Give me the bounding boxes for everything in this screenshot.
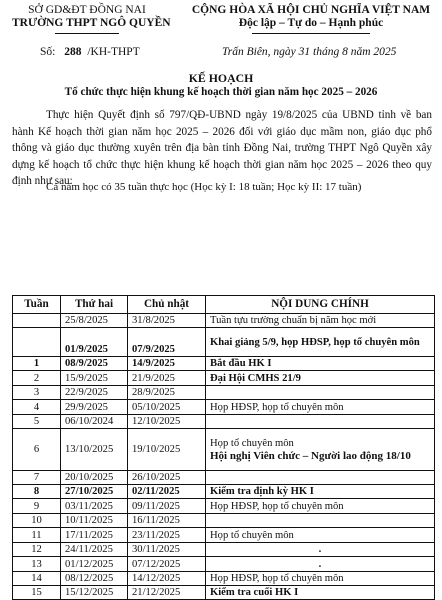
week-cell: 7 <box>13 471 61 485</box>
content-cell <box>206 586 435 600</box>
content-line: Họp HĐSP, họp tổ chuyên môn <box>210 401 344 413</box>
content-cell <box>206 400 435 415</box>
table-row <box>13 543 435 557</box>
monday-date-cell: 08/12/2025 <box>61 572 128 586</box>
document-number-code: /KH-THPT <box>87 46 140 58</box>
content-line: Họp HĐSP, họp tổ chuyên môn <box>210 573 344 584</box>
monday-date-cell: 06/10/2024 <box>61 415 128 429</box>
document-number-value: 288 <box>64 46 82 58</box>
content-cell <box>206 572 435 586</box>
monday-date-cell: 27/10/2025 <box>61 485 128 499</box>
content-line: Hội nghị Viên chức – Người lao động 18/10 <box>210 449 411 462</box>
week-cell: 5 <box>13 415 61 429</box>
content-cell <box>206 514 435 528</box>
content-cell <box>206 357 435 371</box>
header-week: Tuần <box>13 296 61 314</box>
table-row <box>13 371 435 386</box>
sunday-date-cell: 23/11/2025 <box>128 528 206 543</box>
sunday-date-cell: 26/10/2025 <box>128 471 206 485</box>
content-line: . <box>318 544 322 555</box>
sunday-date-cell: 21/9/2025 <box>128 371 206 386</box>
table-row <box>13 328 435 357</box>
content-cell <box>206 485 435 499</box>
sunday-date-cell: 12/10/2025 <box>128 415 206 429</box>
monday-date-cell: 15/9/2025 <box>61 371 128 386</box>
week-cell: 1 <box>13 357 61 371</box>
sunday-date-cell: 14/12/2025 <box>128 572 206 586</box>
sunday-date-cell: 07/12/2025 <box>128 557 206 572</box>
content-line: Kiểm tra cuối HK I <box>210 587 299 598</box>
school-name-underline <box>55 33 119 34</box>
content-cell <box>206 415 435 429</box>
content-cell <box>206 499 435 514</box>
table-row <box>13 572 435 586</box>
week-cell: 6 <box>13 429 61 471</box>
monday-date-cell: 25/8/2025 <box>61 314 128 328</box>
semester-summary: Cả năm học có 35 tuần thực học (Học kỳ I: 18 tuần; Học kỳ II: 17 tuần) <box>46 181 362 193</box>
schedule-table <box>12 295 435 600</box>
table-row <box>13 586 435 600</box>
week-cell: 11 <box>13 528 61 543</box>
content-cell <box>206 471 435 485</box>
table-row <box>13 314 435 328</box>
content-line: Họp tổ chuyên môn <box>210 437 294 449</box>
content-cell <box>206 557 435 572</box>
monday-date-cell: 13/10/2025 <box>61 429 128 471</box>
content-line: Đại Hội CMHS 21/9 <box>210 372 301 384</box>
table-row <box>13 415 435 429</box>
header-sunday: Chủ nhật <box>128 296 206 314</box>
table-row <box>13 357 435 371</box>
document-number <box>40 46 140 58</box>
header-content: NỘI DUNG CHÍNH <box>206 296 435 314</box>
school-name: TRƯỜNG THPT NGÔ QUYỀN <box>12 17 171 29</box>
content-line: Họp tổ chuyên môn <box>210 529 294 541</box>
content-cell <box>206 371 435 386</box>
sunday-date-cell: 19/10/2025 <box>128 429 206 471</box>
header-monday: Thứ hai <box>61 296 128 314</box>
sunday-date-cell: 28/9/2025 <box>128 386 206 400</box>
sunday-date-cell: 16/11/2025 <box>128 514 206 528</box>
document-date: Trấn Biên, ngày 31 tháng 8 năm 2025 <box>222 46 397 58</box>
monday-date-cell: 22/9/2025 <box>61 386 128 400</box>
monday-date-cell: 17/11/2025 <box>61 528 128 543</box>
schedule-table-body <box>13 314 435 600</box>
sunday-date-cell: 05/10/2025 <box>128 400 206 415</box>
content-line: Kiểm tra định kỳ HK I <box>210 486 314 497</box>
document-subtitle: Tổ chức thực hiện khung kế hoạch thời gian năm học 2025 – 2026 <box>64 86 378 98</box>
content-line: Khai giảng 5/9, họp HĐSP, họp tổ chuyên môn <box>210 336 420 348</box>
content-cell <box>206 386 435 400</box>
monday-date-cell: 10/11/2025 <box>61 514 128 528</box>
week-cell: 12 <box>13 543 61 557</box>
week-cell: 8 <box>13 485 61 499</box>
monday-date-cell: 20/10/2025 <box>61 471 128 485</box>
sunday-date-cell: 14/9/2025 <box>128 357 206 371</box>
motto-underline <box>252 33 370 34</box>
national-motto: Độc lập – Tự do – Hạnh phúc <box>238 17 384 29</box>
monday-date-cell: 15/12/2025 <box>61 586 128 600</box>
week-cell <box>13 314 61 328</box>
sunday-date-cell: 31/8/2025 <box>128 314 206 328</box>
table-header-row <box>13 296 435 314</box>
document-number-label: Số: <box>40 46 56 58</box>
department-name: SỞ GD&ĐT ĐỒNG NAI <box>28 4 146 16</box>
monday-date-cell: 01/9/2025 <box>61 328 128 357</box>
sunday-date-cell: 30/11/2025 <box>128 543 206 557</box>
week-cell: 3 <box>13 386 61 400</box>
table-row <box>13 485 435 499</box>
monday-date-cell: 01/12/2025 <box>61 557 128 572</box>
monday-date-cell: 08/9/2025 <box>61 357 128 371</box>
sunday-date-cell: 02/11/2025 <box>128 485 206 499</box>
sunday-date-cell: 09/11/2025 <box>128 499 206 514</box>
week-cell: 10 <box>13 514 61 528</box>
week-cell <box>13 328 61 357</box>
monday-date-cell: 29/9/2025 <box>61 400 128 415</box>
content-line: Bắt đầu HK I <box>210 358 272 369</box>
table-row <box>13 386 435 400</box>
week-cell: 9 <box>13 499 61 514</box>
sunday-date-cell: 21/12/2025 <box>128 586 206 600</box>
week-cell: 15 <box>13 586 61 600</box>
content-cell <box>206 543 435 557</box>
week-cell: 14 <box>13 572 61 586</box>
content-line: Họp HĐSP, họp tổ chuyên môn <box>210 500 344 512</box>
intro-paragraph: Thực hiện Quyết định số 797/QĐ-UBND ngày 19/8/2025 của UBND tỉnh về ban hành Kế hoạch thời gian năm học 2025 – 2026 đối với giáo dục mầm non, giáo dục phổ thông và giáo dục thường xuyên trên địa bàn tỉnh Đồng Nai, trường THPT Ngô Quyền xây dựng kế hoạch tổ chức thực hiện khung kế hoạch thời gian năm học 2025 – 2026 theo quy định như sau: <box>12 109 432 188</box>
content-cell <box>206 528 435 543</box>
monday-date-cell: 24/11/2025 <box>61 543 128 557</box>
content-cell <box>206 314 435 328</box>
monday-date-cell: 03/11/2025 <box>61 499 128 514</box>
content-cell <box>206 328 435 357</box>
table-row <box>13 429 435 471</box>
table-row <box>13 400 435 415</box>
table-row <box>13 471 435 485</box>
week-cell: 4 <box>13 400 61 415</box>
table-row <box>13 557 435 572</box>
week-cell: 2 <box>13 371 61 386</box>
document-title: KẾ HOẠCH <box>188 71 254 85</box>
sunday-date-cell: 07/9/2025 <box>128 328 206 357</box>
country-name: CỘNG HÒA XÃ HỘI CHỦ NGHĨA VIỆT NAM <box>191 4 431 16</box>
content-line: . <box>318 558 322 570</box>
table-row <box>13 514 435 528</box>
content-cell <box>206 429 435 471</box>
content-line: Tuần tựu trường chuẩn bị năm học mới <box>210 315 377 326</box>
table-row <box>13 499 435 514</box>
table-row <box>13 528 435 543</box>
week-cell: 13 <box>13 557 61 572</box>
